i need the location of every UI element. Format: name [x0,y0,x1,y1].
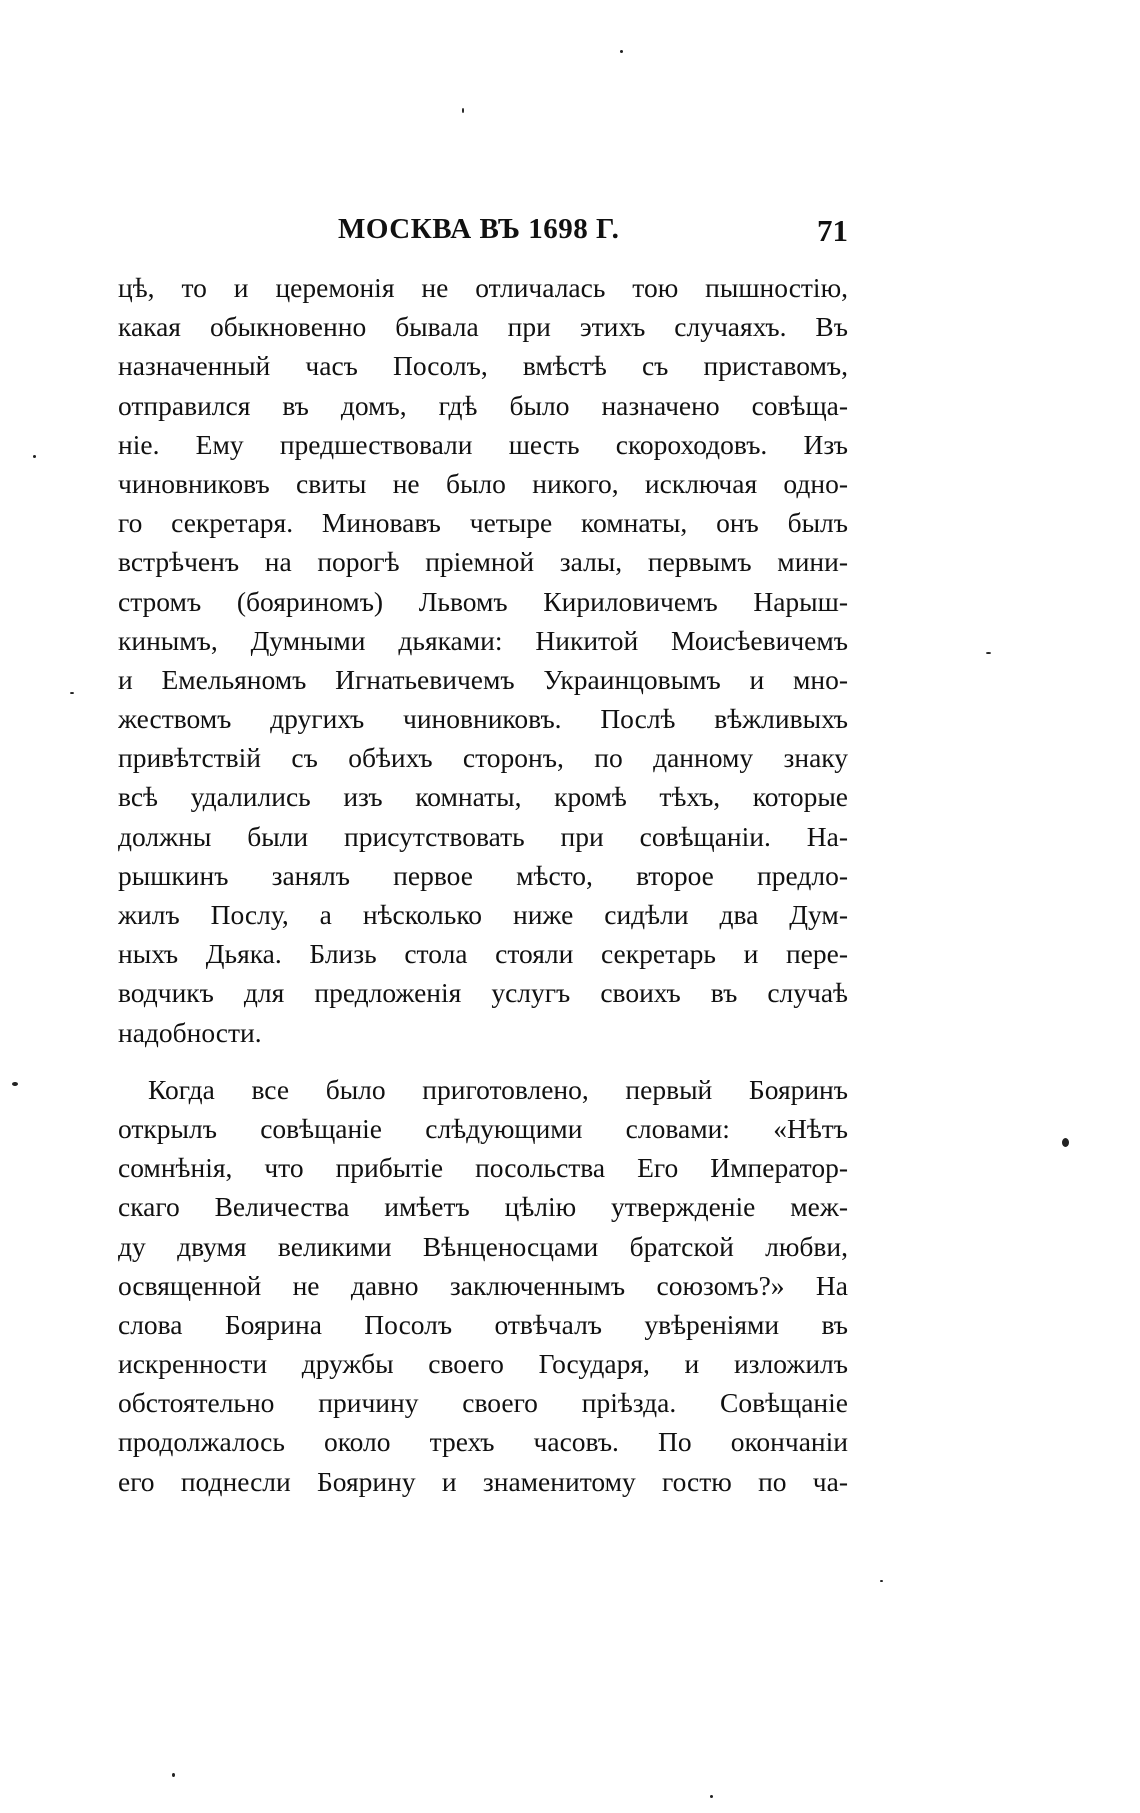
text-line: надобности. [118,1016,262,1048]
text-line: встрѣченъ на порогѣ пріемной залы, первымъ мини- [118,546,848,578]
text-line: ду двумя великими Вѣнценосцами братской любви, [118,1230,848,1262]
scan-speck [710,1795,713,1798]
text-line: назначенный часъ Посолъ, вмѣстѣ съ приставомъ, [118,350,848,382]
text-line: чиновниковъ свиты не было никого, исключая одно- [118,467,848,499]
text-line: ніе. Ему предшествовали шесть скороходовъ. Изъ [118,428,848,460]
scan-speck [1062,1138,1069,1147]
text-line: слова Боярина Посолъ отвѣчалъ увѣреніями въ [118,1308,848,1340]
page-number: 71 [817,213,848,248]
text-line: искренности дружбы своего Государя, и изложилъ [118,1348,848,1380]
text-line: какая обыкновенно бывала при этихъ случаяхъ. Въ [118,311,848,343]
text-line: рышкинъ занялъ первое мѣсто, второе предло- [118,859,848,891]
body-text [118,268,848,1501]
scan-speck [986,652,991,654]
running-title: МОСКВА ВЪ 1698 Г. [338,213,620,245]
text-line: освященной не давно заключеннымъ союзомъ?» На [118,1269,848,1301]
text-line: стромъ (бояриномъ) Львомъ Кириловичемъ Нарыш- [118,585,848,617]
scan-speck [33,455,36,458]
text-line: всѣ удалились изъ комнаты, кромѣ тѣхъ, которые [118,781,848,813]
scan-speck [462,108,464,113]
text-line: цѣ, то и церемонія не отличалась тою пышностію, [118,272,848,303]
running-head [118,213,848,253]
text-line: жествомъ другихъ чиновниковъ. Послѣ вѣжливыхъ [118,703,848,735]
scan-speck [70,692,74,694]
paragraph-1 [118,268,848,1052]
text-line: отправился въ домъ, гдѣ было назначено совѣща- [118,389,848,421]
text-line: его поднесли Боярину и знаменитому гостю по ча- [118,1465,848,1497]
text-line: водчикъ для предложенія услугъ своихъ въ случаѣ [118,977,848,1009]
text-line: скаго Величества имѣетъ цѣлію утвержденіе меж- [118,1191,848,1223]
text-line: должны были присутствовать при совѣщаніи. На- [118,820,848,852]
paragraph-gap [118,1052,848,1070]
text-line: сомнѣнія, что прибытіе посольства Его Император- [118,1152,848,1184]
text-line: Когда все было приготовлено, первый Бояринъ [148,1073,848,1105]
paragraph-2 [118,1070,848,1501]
scan-speck [880,1580,883,1582]
scan-speck [620,50,623,53]
text-line: и Емельяномъ Игнатьевичемъ Украинцовымъ и мно- [118,663,848,695]
scan-speck [12,1082,18,1086]
text-line: го секретаря. Миновавъ четыре комнаты, онъ былъ [118,507,848,539]
text-line: открылъ совѣщаніе слѣдующими словами: «Нѣтъ [118,1112,848,1144]
text-line: привѣтствій съ обѣихъ сторонъ, по данному знаку [118,742,848,774]
text-line: жилъ Послу, а нѣсколько ниже сидѣли два Дум- [118,899,848,930]
text-line: кинымъ, Думными дьяками: Никитой Моисѣевичемъ [118,624,848,656]
text-line: обстоятельно причину своего пріѣзда. Совѣщаніе [118,1387,848,1419]
text-line: ныхъ Дьяка. Близь стола стояли секретарь и пере- [118,938,848,970]
text-line: продолжалось около трехъ часовъ. По окончаніи [118,1426,848,1458]
scan-speck [172,1773,175,1777]
